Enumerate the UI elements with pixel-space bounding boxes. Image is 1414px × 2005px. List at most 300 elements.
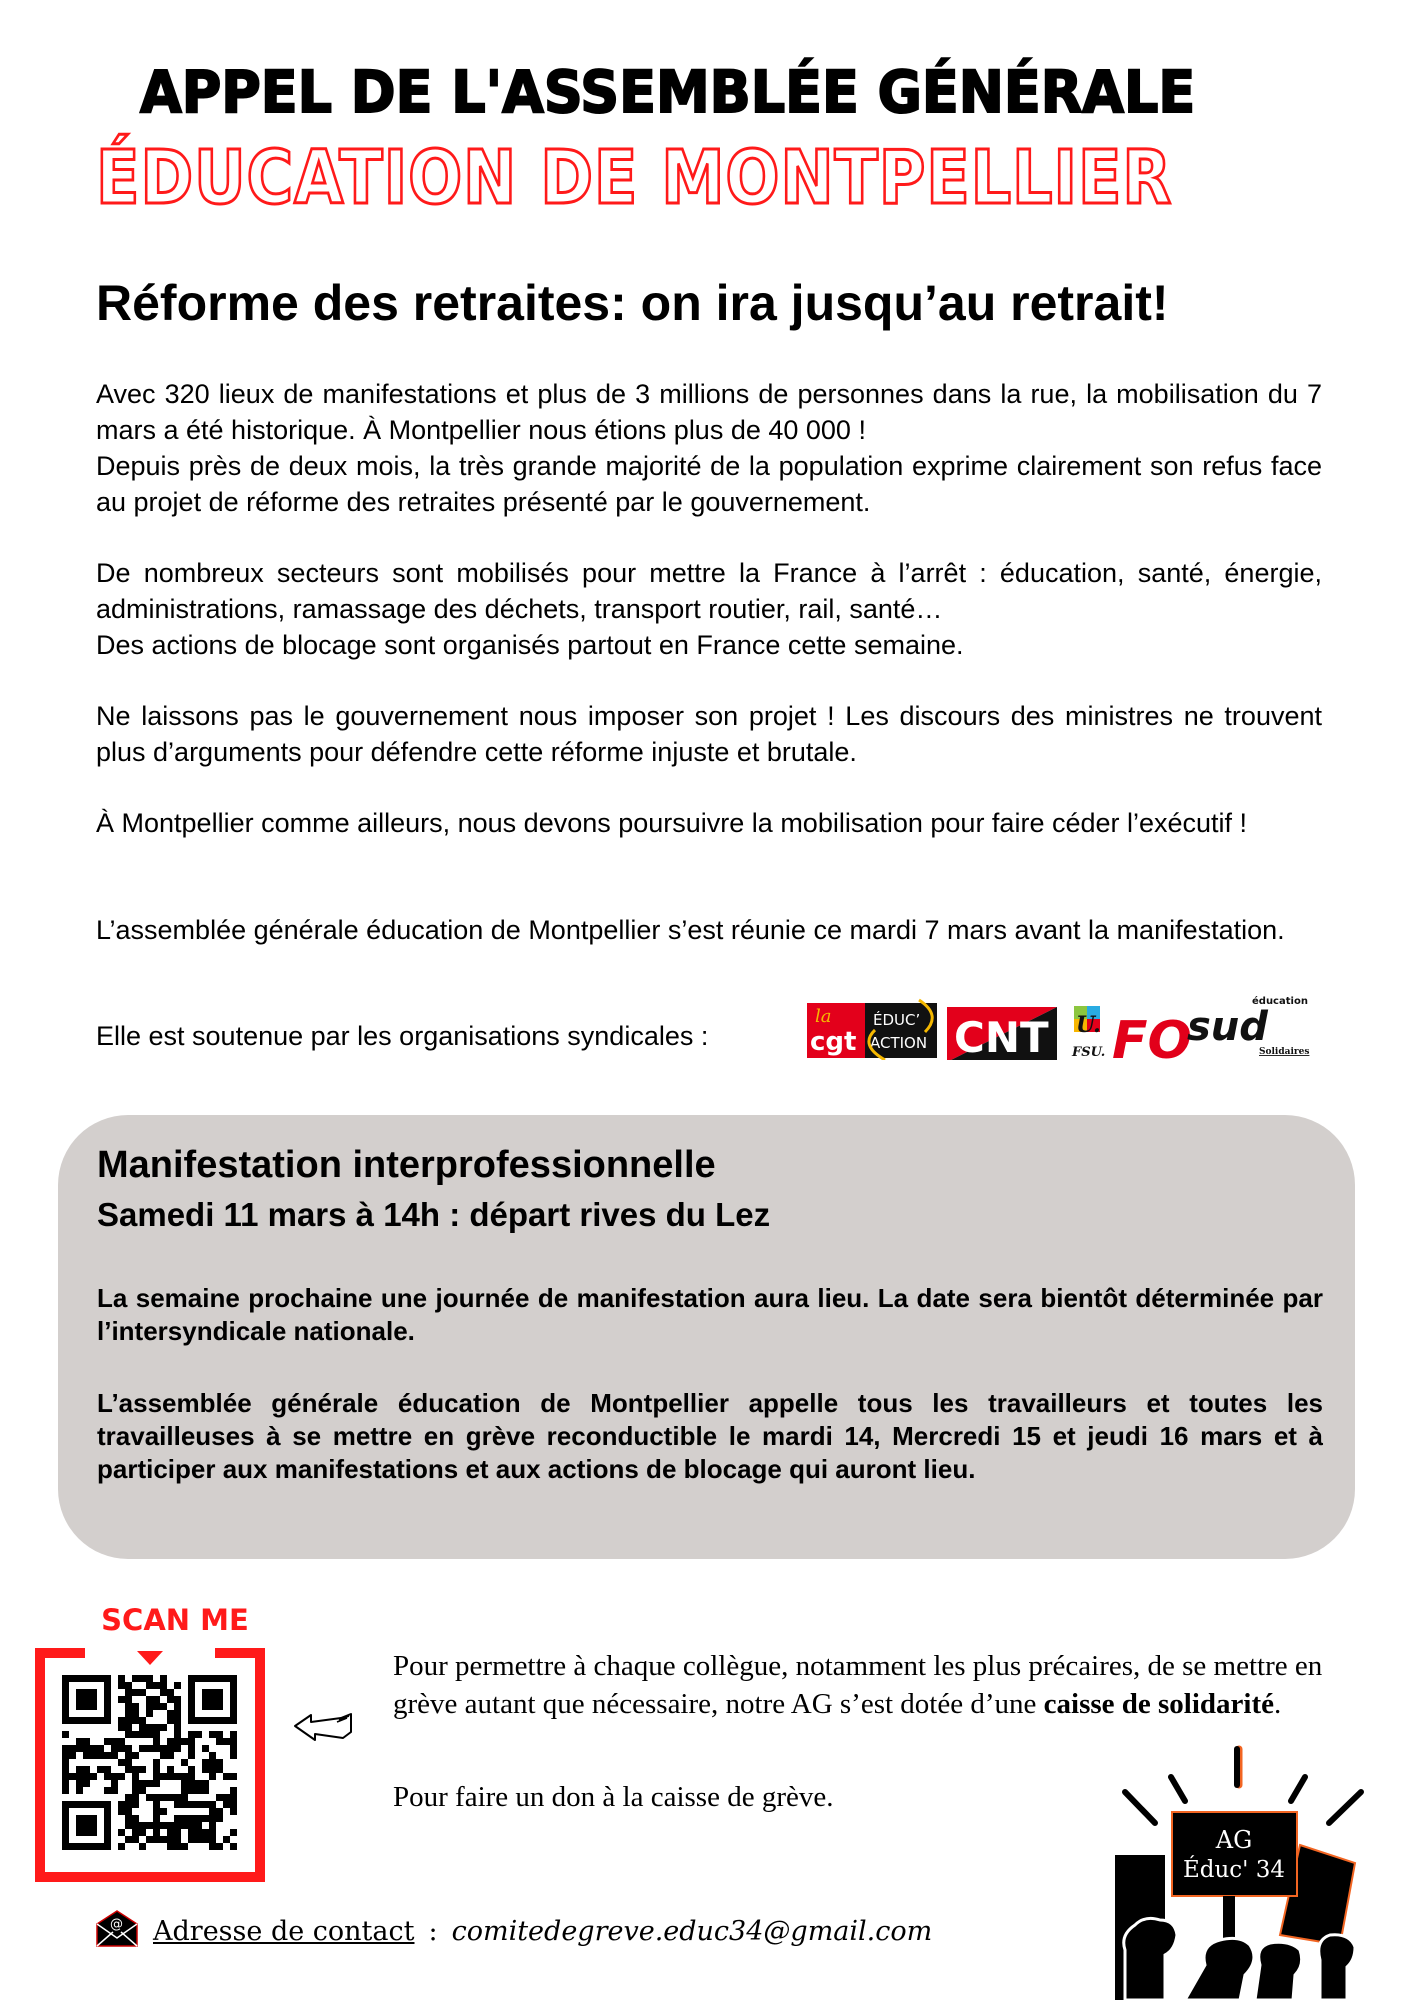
- qr-module: [97, 1745, 104, 1752]
- qr-module: [132, 1822, 139, 1829]
- qr-module: [174, 1724, 181, 1731]
- qr-module: [139, 1745, 146, 1752]
- qr-module: [104, 1752, 111, 1759]
- qr-module: [202, 1759, 209, 1766]
- qr-module: [188, 1738, 195, 1745]
- qr-module: [209, 1773, 216, 1780]
- sud-top-text: éducation: [1252, 996, 1308, 1007]
- paragraph-block-2: [96, 555, 1322, 663]
- qr-module: [160, 1689, 167, 1696]
- qr-module: [230, 1731, 237, 1738]
- qr-module: [146, 1836, 153, 1843]
- qr-module: [111, 1780, 118, 1787]
- qr-module: [62, 1675, 69, 1724]
- qr-module: [139, 1675, 146, 1682]
- qr-module: [160, 1836, 167, 1843]
- qr-module: [125, 1801, 132, 1808]
- qr-module: [118, 1759, 125, 1766]
- qr-module: [174, 1696, 181, 1703]
- qr-module: [132, 1794, 139, 1801]
- qr-module: [223, 1738, 230, 1745]
- qr-module: [125, 1731, 132, 1738]
- qr-module: [111, 1773, 118, 1780]
- envelope-at-icon: [95, 1910, 139, 1953]
- qr-module: [153, 1724, 160, 1731]
- qr-module: [62, 1801, 111, 1808]
- paragraph-block-5: [96, 912, 1322, 948]
- qr-module: [202, 1787, 209, 1794]
- qr-module: [76, 1689, 97, 1710]
- qr-module: [62, 1717, 111, 1724]
- qr-module: [62, 1780, 69, 1787]
- qr-module: [62, 1766, 69, 1773]
- qr-module: [174, 1731, 181, 1738]
- qr-module: [167, 1773, 174, 1780]
- qr-module: [216, 1843, 223, 1850]
- solidarity-paragraph: [393, 1647, 1333, 1723]
- qr-module: [167, 1710, 174, 1717]
- qr-module: [146, 1745, 153, 1752]
- qr-module: [118, 1675, 125, 1682]
- qr-module: [146, 1675, 153, 1682]
- qr-module: [139, 1689, 146, 1696]
- qr-module: [139, 1717, 146, 1724]
- qr-module: [188, 1787, 195, 1794]
- qr-module: [153, 1745, 160, 1752]
- qr-module: [118, 1738, 125, 1745]
- qr-module: [118, 1696, 125, 1703]
- qr-module: [174, 1738, 181, 1745]
- educ-action-text-1: ÉDUC’: [873, 1011, 921, 1029]
- qr-module: [174, 1682, 181, 1689]
- qr-module: [104, 1773, 111, 1780]
- fsu-logo: [1071, 1006, 1105, 1060]
- svg-text:@: @: [110, 1916, 123, 1932]
- qr-module: [132, 1703, 139, 1710]
- qr-module: [146, 1731, 153, 1738]
- qr-module: [76, 1787, 83, 1794]
- qr-module: [174, 1836, 181, 1843]
- qr-module: [90, 1773, 97, 1780]
- qr-module: [230, 1787, 237, 1794]
- qr-module: [83, 1738, 90, 1745]
- qr-module: [174, 1801, 181, 1808]
- sud-text: sud: [1187, 1004, 1268, 1050]
- event-title: Manifestation interprofessionnelle: [97, 1144, 716, 1186]
- qr-module: [167, 1717, 174, 1724]
- qr-module: [62, 1787, 69, 1794]
- fsu-u-text: U.: [1076, 1012, 1101, 1038]
- qr-module: [83, 1745, 90, 1752]
- qr-module: [167, 1794, 174, 1801]
- qr-module: [125, 1836, 132, 1843]
- qr-module: [146, 1710, 153, 1717]
- qr-module: [209, 1822, 216, 1829]
- union-logos: [807, 990, 1327, 1060]
- qr-module: [132, 1689, 139, 1696]
- donation-text[interactable]: Pour faire un don à la caisse de grève.: [393, 1781, 834, 1813]
- qr-module: [76, 1766, 83, 1773]
- qr-module: [153, 1766, 160, 1773]
- qr-module: [160, 1808, 167, 1815]
- qr-module: [223, 1794, 230, 1801]
- paragraph-block-1: [96, 376, 1322, 520]
- ag-logo-line-2: Éduc' 34: [1182, 1857, 1286, 1883]
- qr-module: [69, 1773, 76, 1780]
- paragraph-block-4: [96, 805, 1322, 841]
- qr-module: [153, 1773, 160, 1780]
- qr-module: [174, 1822, 181, 1829]
- fsu-text: FSU.: [1072, 1045, 1106, 1060]
- solidarity-text-before: Pour permettre à chaque collègue, notamment les plus précaires, de se mettre en grève autant que nécessaire, notre AG s’est dotée d’une: [393, 1650, 1323, 1720]
- qr-module: [230, 1752, 237, 1759]
- qr-module: [230, 1808, 237, 1815]
- qr-module: [153, 1801, 160, 1808]
- qr-module: [118, 1717, 125, 1724]
- qr-module: [181, 1794, 188, 1801]
- qr-module: [167, 1843, 174, 1850]
- qr-module: [202, 1780, 209, 1787]
- qr-module: [139, 1724, 146, 1731]
- qr-module: [139, 1731, 146, 1738]
- contact-separator: :: [428, 1915, 438, 1947]
- qr-module: [153, 1822, 160, 1829]
- qr-module: [160, 1794, 167, 1801]
- qr-module: [111, 1745, 118, 1752]
- qr-module: [118, 1682, 125, 1689]
- qr-module: [160, 1724, 167, 1731]
- qr-module: [62, 1759, 69, 1766]
- qr-module: [167, 1822, 174, 1829]
- paragraph-blocage: Des actions de blocage sont organisés partout en France cette semaine.: [96, 630, 964, 660]
- qr-module: [153, 1836, 160, 1843]
- qr-module: [216, 1766, 223, 1773]
- qr-module: [181, 1773, 188, 1780]
- event-subtitle: Samedi 11 mars à 14h : départ rives du Lez: [97, 1196, 771, 1233]
- ag-logo-line-1: AG: [1215, 1826, 1253, 1854]
- qr-module: [125, 1745, 132, 1752]
- qr-module: [125, 1689, 132, 1696]
- qr-module: [146, 1724, 153, 1731]
- qr-module: [188, 1752, 195, 1759]
- qr-module: [216, 1759, 223, 1766]
- qr-module: [181, 1801, 188, 1808]
- qr-module: [83, 1780, 90, 1787]
- qr-module: [146, 1682, 153, 1689]
- educ-action-text-2: ACTION: [870, 1034, 928, 1052]
- qr-module: [153, 1780, 160, 1787]
- qr-module: [146, 1696, 153, 1703]
- qr-module: [209, 1801, 216, 1808]
- qr-module: [118, 1843, 125, 1850]
- qr-module: [132, 1773, 139, 1780]
- qr-module: [167, 1689, 174, 1696]
- qr-module: [125, 1752, 132, 1759]
- qr-pointer-triangle-icon: [137, 1651, 163, 1665]
- qr-module: [125, 1794, 132, 1801]
- qr-module: [188, 1815, 195, 1822]
- qr-module: [160, 1822, 167, 1829]
- qr-module: [181, 1843, 188, 1850]
- qr-module: [153, 1682, 160, 1689]
- qr-module: [230, 1843, 237, 1850]
- qr-module: [83, 1773, 90, 1780]
- qr-module: [188, 1675, 237, 1682]
- qr-module: [202, 1836, 209, 1843]
- qr-module: [153, 1696, 160, 1703]
- qr-module: [118, 1724, 125, 1731]
- qr-module: [195, 1731, 202, 1738]
- qr-module: [160, 1745, 167, 1752]
- qr-module: [153, 1759, 160, 1766]
- qr-module: [132, 1829, 139, 1836]
- qr-module: [132, 1836, 139, 1843]
- qr-module: [167, 1766, 174, 1773]
- paragraph-montpellier: À Montpellier comme ailleurs, nous devons poursuivre la mobilisation pour faire céder l’exécutif !: [96, 808, 1248, 838]
- ag-logo-svg: [1115, 1735, 1385, 2000]
- qr-module: [202, 1745, 209, 1752]
- qr-module: [125, 1724, 132, 1731]
- qr-module: [69, 1745, 76, 1752]
- qr-module: [125, 1682, 132, 1689]
- qr-module: [160, 1773, 167, 1780]
- qr-module: [104, 1801, 111, 1850]
- paragraph-block-3: [96, 698, 1322, 770]
- qr-module: [188, 1745, 195, 1752]
- qr-module: [132, 1752, 139, 1759]
- qr-module: [209, 1843, 216, 1850]
- headline: Réforme des retraites: on ira jusqu’au retrait!: [96, 275, 1169, 331]
- sud-bottom-text: Solidaires: [1259, 1047, 1310, 1057]
- hand-drawn-arrow-icon: [293, 1712, 355, 1742]
- qr-module: [167, 1752, 174, 1759]
- qr-code[interactable]: [35, 1648, 265, 1882]
- qr-module: [188, 1717, 237, 1724]
- qr-module: [125, 1822, 132, 1829]
- qr-module: [195, 1822, 202, 1829]
- sud-logo: [1187, 995, 1309, 1057]
- qr-module: [104, 1738, 111, 1745]
- qr-module: [139, 1829, 146, 1836]
- qr-module: [216, 1794, 223, 1801]
- qr-module: [223, 1773, 230, 1780]
- qr-module: [202, 1766, 209, 1773]
- center-sign: [1172, 1812, 1297, 1896]
- qr-code-frame[interactable]: [35, 1648, 265, 1882]
- qr-module: [76, 1738, 83, 1745]
- cgt-la-text: la: [815, 1006, 832, 1027]
- qr-module: [181, 1738, 188, 1745]
- qr-module: [188, 1773, 195, 1780]
- qr-module: [132, 1801, 139, 1808]
- qr-module: [118, 1829, 125, 1836]
- qr-module: [209, 1766, 216, 1773]
- qr-module: [76, 1780, 83, 1787]
- qr-module: [174, 1843, 181, 1850]
- qr-module: [153, 1808, 160, 1815]
- qr-module: [132, 1780, 139, 1787]
- qr-module: [153, 1794, 160, 1801]
- qr-module: [188, 1801, 195, 1808]
- qr-module: [188, 1780, 195, 1787]
- qr-module: [230, 1829, 237, 1836]
- paragraph-gouvernement: Ne laissons pas le gouvernement nous imposer son projet ! Les discours des ministres ne trouvent plus d’arguments pour défendre cette réforme injuste et brutale.: [96, 701, 1322, 767]
- qr-module: [76, 1745, 83, 1752]
- qr-module: [125, 1766, 132, 1773]
- qr-module: [62, 1745, 69, 1752]
- qr-module: [174, 1745, 181, 1752]
- qr-module: [174, 1703, 181, 1710]
- qr-module: [62, 1675, 111, 1682]
- qr-module: [181, 1822, 188, 1829]
- contact-email-link[interactable]: comitedegreve.educ34@gmail.com: [451, 1915, 933, 1947]
- qr-module: [174, 1773, 181, 1780]
- qr-module: [69, 1752, 76, 1759]
- event-paragraph-2: L’assemblée générale éducation de Montpellier appelle tous les travailleurs et toutes les travailleuses à se mettre en grève reconductible le mardi 14, Mercredi 15 et jeudi 16 mars et à participer aux manifestations et aux actions de blocage qui auront lieu.: [97, 1388, 1323, 1484]
- qr-module: [153, 1738, 160, 1745]
- qr-module: [153, 1829, 160, 1836]
- qr-module: [202, 1689, 223, 1710]
- qr-module: [174, 1710, 181, 1717]
- fo-logo: [1112, 1011, 1192, 1060]
- qr-module: [104, 1766, 111, 1773]
- educ-action-logo: [865, 1000, 937, 1060]
- qr-module: [125, 1815, 132, 1822]
- qr-module: [160, 1752, 167, 1759]
- paragraph-ag-reunie: L’assemblée générale éducation de Montpellier s’est réunie ce mardi 7 mars avant la manifestation.: [96, 915, 1285, 945]
- qr-module: [230, 1773, 237, 1780]
- qr-module: [202, 1801, 209, 1808]
- qr-module: [181, 1815, 188, 1822]
- qr-module: [62, 1843, 111, 1850]
- qr-module: [188, 1822, 195, 1829]
- qr-module: [132, 1787, 139, 1794]
- qr-module: [167, 1836, 174, 1843]
- qr-module: [230, 1745, 237, 1752]
- event-paragraph-1: La semaine prochaine une journée de manifestation aura lieu. La date sera bientôt déterminée par l’intersyndicale nationale.: [97, 1283, 1323, 1346]
- qr-module: [209, 1829, 216, 1836]
- ag-educ34-logo: [1115, 1735, 1385, 2000]
- qr-module: [153, 1815, 160, 1822]
- qr-module: [167, 1745, 174, 1752]
- qr-module: [139, 1822, 146, 1829]
- qr-module: [181, 1787, 188, 1794]
- qr-module: [62, 1731, 69, 1738]
- qr-module: [202, 1829, 209, 1836]
- cgt-logo: [807, 1003, 865, 1058]
- fo-text: FO: [1112, 1011, 1192, 1060]
- qr-module: [167, 1738, 174, 1745]
- qr-module: [174, 1717, 181, 1724]
- qr-module: [209, 1815, 216, 1822]
- qr-module: [118, 1745, 125, 1752]
- qr-module: [209, 1752, 216, 1759]
- cnt-logo: [947, 1007, 1057, 1060]
- qr-module: [195, 1780, 202, 1787]
- qr-module: [160, 1682, 167, 1689]
- qr-module: [111, 1752, 118, 1759]
- qr-module: [160, 1703, 167, 1710]
- scan-me-label: SCAN ME: [101, 1603, 249, 1637]
- qr-module: [230, 1675, 237, 1724]
- qr-module: [139, 1843, 146, 1850]
- qr-modules: [62, 1675, 237, 1850]
- qr-module: [118, 1808, 125, 1815]
- qr-module: [160, 1675, 167, 1682]
- qr-module: [83, 1752, 90, 1759]
- title-line-2: ÉDUCATION DE MONTPELLIER: [96, 135, 1173, 221]
- qr-module: [125, 1808, 132, 1815]
- qr-module: [62, 1773, 69, 1780]
- qr-module: [174, 1815, 181, 1822]
- qr-module: [111, 1787, 118, 1794]
- contact-row: [95, 1906, 932, 1956]
- qr-module: [153, 1731, 160, 1738]
- qr-module: [181, 1780, 188, 1787]
- qr-module: [216, 1815, 223, 1822]
- qr-module: [230, 1794, 237, 1801]
- qr-module: [167, 1829, 174, 1836]
- qr-module: [139, 1787, 146, 1794]
- qr-module: [132, 1731, 139, 1738]
- qr-module: [167, 1696, 174, 1703]
- qr-module: [202, 1815, 209, 1822]
- qr-module: [62, 1801, 69, 1850]
- qr-module: [195, 1829, 202, 1836]
- paragraph-soutien: Elle est soutenue par les organisations syndicales :: [96, 1021, 709, 1051]
- qr-module: [188, 1766, 195, 1773]
- qr-module: [146, 1703, 153, 1710]
- qr-module: [223, 1836, 230, 1843]
- qr-module: [125, 1703, 132, 1710]
- qr-module: [139, 1766, 146, 1773]
- qr-module: [181, 1759, 188, 1766]
- cgt-text: cgt: [810, 1027, 857, 1057]
- qr-module: [132, 1766, 139, 1773]
- qr-module: [195, 1836, 202, 1843]
- qr-module: [223, 1801, 230, 1808]
- qr-module: [188, 1829, 195, 1836]
- qr-module: [125, 1759, 132, 1766]
- paragraph-mobilisation: Avec 320 lieux de manifestations et plus de 3 millions de personnes dans la rue, la mobilisation du 7 mars a été historique. À Montpellier nous étions plus de 40 000 !: [96, 379, 1322, 445]
- qr-module: [104, 1787, 111, 1794]
- qr-module: [139, 1780, 146, 1787]
- qr-module: [195, 1787, 202, 1794]
- qr-module: [146, 1794, 153, 1801]
- qr-module: [216, 1731, 223, 1738]
- qr-module: [125, 1717, 132, 1724]
- solidarity-text-bold: caisse de solidarité: [1043, 1688, 1274, 1720]
- paragraph-refus: Depuis près de deux mois, la très grande majorité de la population exprime clairement son refus face au projet de réforme des retraites présenté par le gouvernement.: [96, 451, 1322, 517]
- contact-label: Adresse de contact: [153, 1915, 415, 1947]
- qr-module: [132, 1815, 139, 1822]
- qr-module: [230, 1801, 237, 1808]
- qr-module: [104, 1675, 111, 1724]
- qr-module: [195, 1815, 202, 1822]
- qr-module: [118, 1801, 125, 1808]
- qr-module: [132, 1675, 139, 1682]
- paragraph-secteurs: De nombreux secteurs sont mobilisés pour mettre la France à l’arrêt : éducation, santé, énergie, administrations, ramassage des déchets, transport routier, rail, santé…: [96, 558, 1322, 624]
- qr-module: [97, 1766, 104, 1773]
- qr-module: [76, 1773, 83, 1780]
- qr-module: [153, 1703, 160, 1710]
- qr-module: [216, 1808, 223, 1815]
- qr-module: [174, 1794, 181, 1801]
- qr-module: [188, 1675, 195, 1724]
- qr-module: [111, 1738, 118, 1745]
- qr-module: [90, 1752, 97, 1759]
- qr-module: [118, 1773, 125, 1780]
